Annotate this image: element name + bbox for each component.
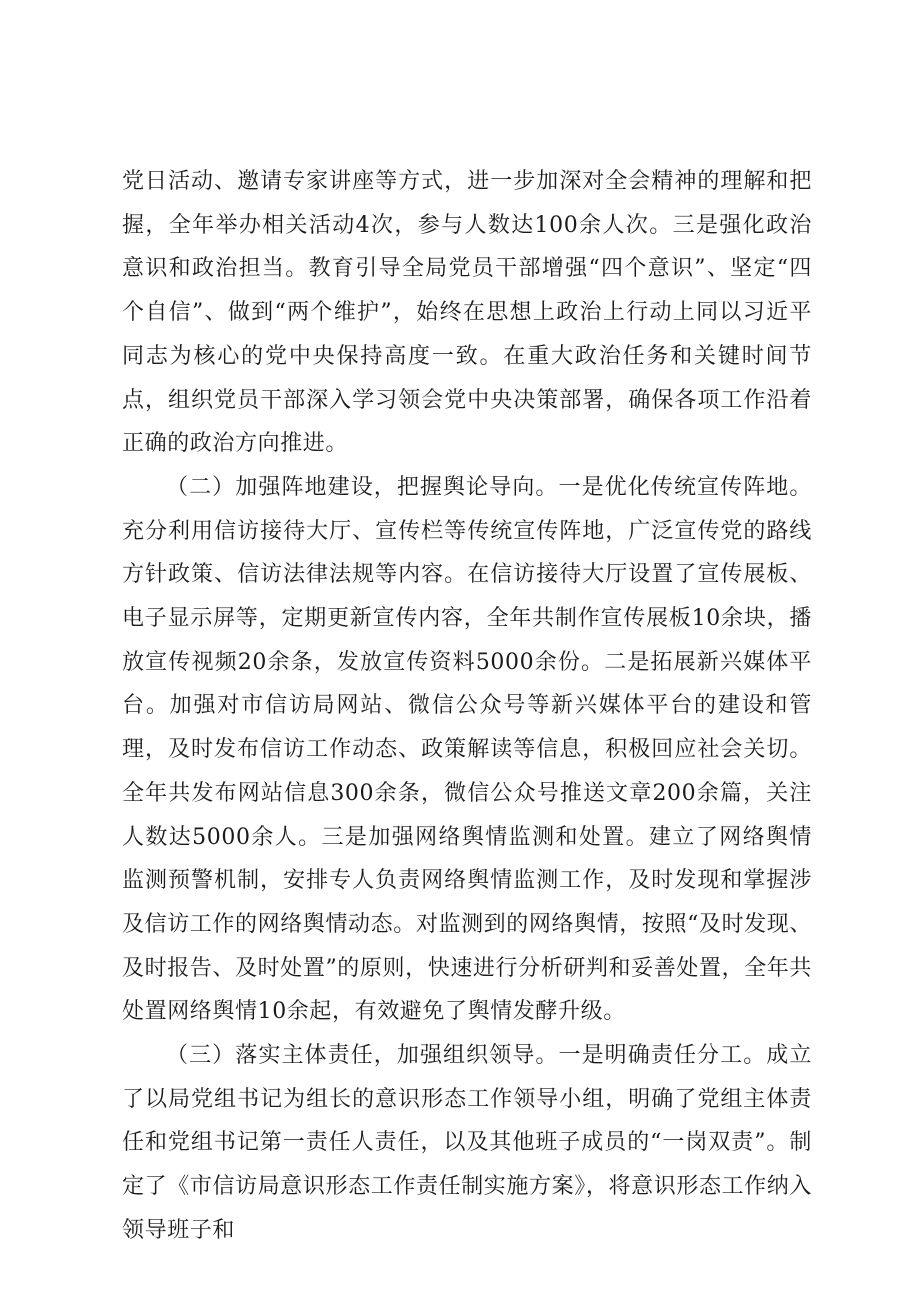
document-body: [122, 160, 812, 1253]
paragraph-2: （二）加强阵地建设，把握舆论导向。一是优化传统宣传阵地。充分利用信访接待大厅、宣传栏等传统宣传阵地，广泛宣传党的路线方针政策、信访法律法规等内容。在信访接待大厅设置了宣传展板、电子显示屏等，定期更新宣传内容，全年共制作宣传展板10余块，播放宣传视频20余条，发放宣传资料5000余份。二是拓展新兴媒体平台。加强对市信访局网站、微信公众号等新兴媒体平台的建设和管理，及时发布信访工作动态、政策解读等信息，积极回应社会关切。全年共发布网站信息300余条，微信公众号推送文章200余篇，关注人数达5000余人。三是加强网络舆情监测和处置。建立了网络舆情监测预警机制，安排专人负责网络舆情监测工作，及时发现和掌握涉及信访工作的网络舆情动态。对监测到的网络舆情，按照“及时发现、及时报告、及时处置”的原则，快速进行分析研判和妥善处置，全年共处置网络舆情10余起，有效避免了舆情发酵升级。: [122, 474, 812, 1025]
paragraph-3: （三）落实主体责任，加强组织领导。一是明确责任分工。成立了以局党组书记为组长的意识形态工作领导小组，明确了党组主体责任和党组书记第一责任人责任，以及其他班子成员的“一岗双责”。制定了《市信访局意识形态工作责任制实施方案》，将意识形态工作纳入领导班子和: [122, 1043, 812, 1243]
paragraph-1: 党日活动、邀请专家讲座等方式，进一步加深对全会精神的理解和把握，全年举办相关活动4次，参与人数达100余人次。三是强化政治意识和政治担当。教育引导全局党员干部增强“四个意识”、坚定“四个自信”、做到“两个维护”，始终在思想上政治上行动上同以习近平同志为核心的党中央保持高度一致。在重大政治任务和关键时间节点，组织党员干部深入学习领会党中央决策部署，确保各项工作沿着正确的政治方向推进。: [122, 169, 812, 457]
